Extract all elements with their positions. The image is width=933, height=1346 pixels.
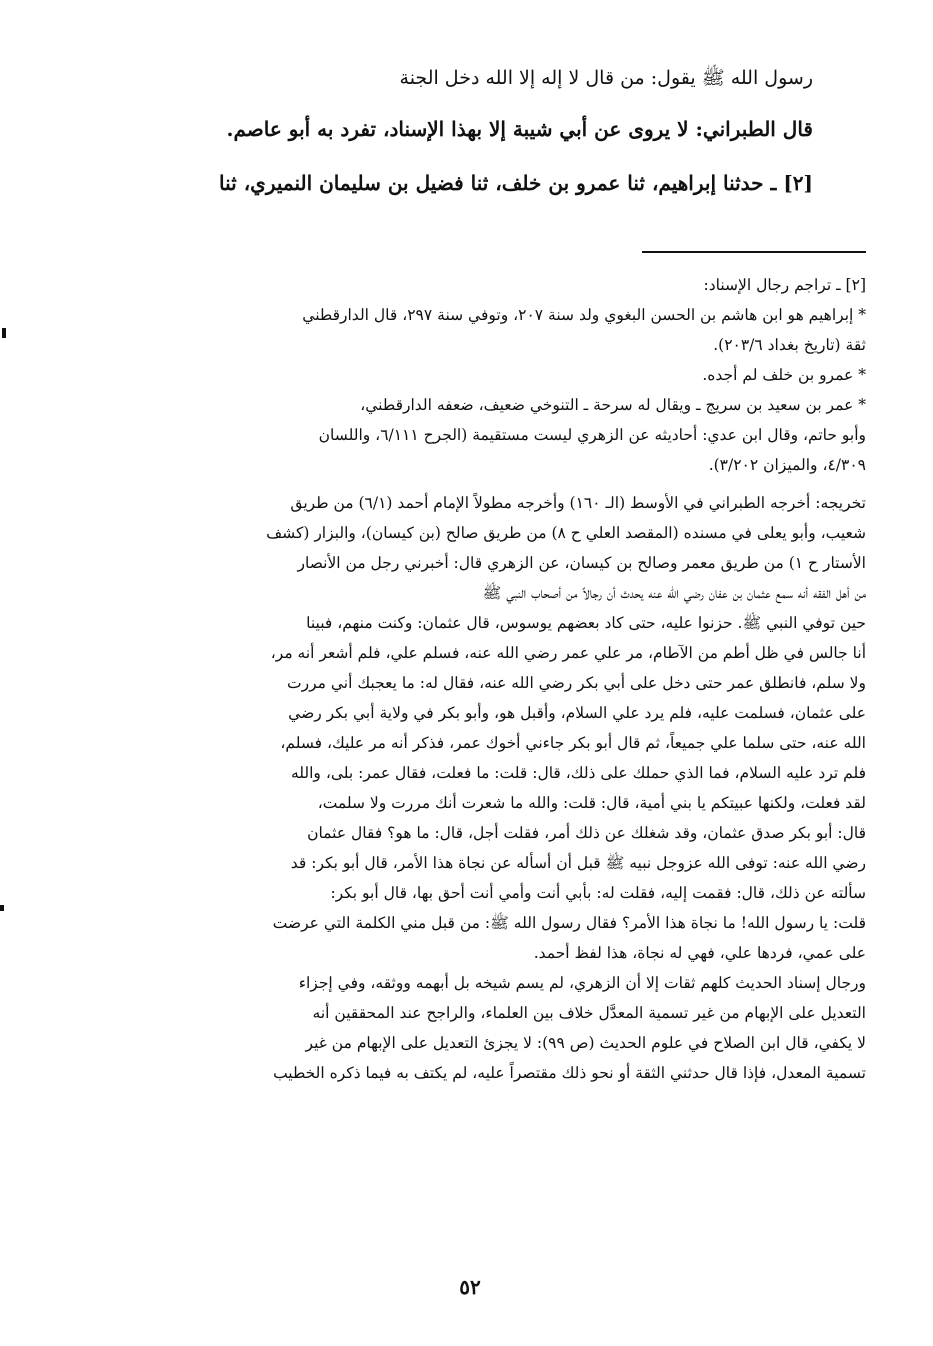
main-text: [60, 54, 813, 210]
takhrij-line: فلم ترد عليه السلام، فما الذي حملك على ذلك، قال: قلت: ما فعلت، فقال عمر: بلى، والله: [290, 764, 866, 782]
takhrij-line: حين توفي النبي ﷺ. حزنوا عليه، حتى كاد بعضهم يوسوس، قال عثمان: وكنت منهم، فبينا: [306, 614, 866, 632]
takhrij-line: لقد فعلت، ولكنها عبيتكم يا بني أمية، قال: قلت: والله ما شعرت أنك مررت ولا سلمت،: [317, 794, 866, 812]
footnotes: [66, 270, 866, 1088]
footnote-separator: [642, 251, 866, 253]
footnote-line: ٤/٣٠٩، والميزان ٣/٢٠٢).: [708, 456, 866, 474]
footnote-line: * إبراهيم هو ابن هاشم بن الحسن البغوي ولد سنة ٢٠٧، وتوفي سنة ٢٩٧، قال الدارقطني: [302, 306, 866, 324]
takhrij-line: الله عنه، حتى سلما علي جميعاً، ثم قال أبو بكر جاءني أخوك عمر، فذكر أنه مر عليك، فسلم،: [280, 734, 866, 752]
footnote-heading: [٢] ـ تراجم رجال الإسناد:: [703, 276, 866, 294]
rijal-line: تسمية المعدل، فإذا قال حدثني الثقة أو نحو ذلك مقتصراً عليه، لم يكتف به فيما ذكره الخطيب: [273, 1064, 866, 1082]
rijal-line: لا يكفي، قال ابن الصلاح في علوم الحديث (ص ٩٩): لا يجزئ التعديل على الإبهام من غير: [305, 1034, 866, 1052]
spacer: [66, 480, 866, 488]
takhrij-line: رضي الله عنه: توفى الله عزوجل نبيه ﷺ قبل أن أسأله عن نجاة هذا الأمر، قال أبو بكر: قد: [290, 854, 866, 872]
main-line: قال الطبراني: لا يروى عن أبي شيبة إلا بهذا الإسناد، تفرد به أبو عاصم.: [226, 117, 813, 141]
footnote-line: * عمر بن سعيد بن سريج ـ ويقال له سرحة ـ التنوخي ضعيف، ضعفه الدارقطني،: [360, 396, 866, 414]
footnote-line: وأبو حاتم، وقال ابن عدي: أحاديثه عن الزهري ليست مستقيمة (الجرح ٦/١١١، واللسان: [318, 426, 866, 444]
takhrij-line: على عمي، فردها علي، فهي له نجاة، هذا لفظ أحمد.: [533, 944, 866, 962]
footnote-line: * عمرو بن خلف لم أجده.: [702, 366, 866, 384]
takhrij-line: شعيب، وأبو يعلى في مسنده (المقصد العلي ح ٨) من طريق صالح (بن كيسان)، والبزار (كشف: [266, 524, 866, 542]
page-number: ٥٢: [459, 1275, 481, 1299]
takhrij-line: تخريجه: أخرجه الطبراني في الأوسط (الـ ١٦٠) وأخرجه مطولاً الإمام أحمد (٦/١) من طريق: [290, 494, 866, 512]
takhrij-line: قلت: يا رسول الله! ما نجاة هذا الأمر؟ فقال رسول الله ﷺ: من قبل مني الكلمة التي عرضت: [272, 914, 866, 932]
takhrij-line: قال: أبو بكر صدق عثمان، وقد شغلك عن ذلك أمر، فقلت أجل، قال: ما هو؟ فقال عثمان: [307, 824, 866, 842]
rijal-line: التعديل على الإبهام من غير تسمية المعدَّل خلاف بين العلماء، والراجح عند المحققين أنه: [312, 1004, 866, 1022]
takhrij-line: على عثمان، فسلمت عليه، فلم يرد علي السلام، وأقبل هو، وأبو بكر في ولاية أبي بكر رضي: [288, 704, 866, 722]
main-line: [٢] ـ حدثنا إبراهيم، ثنا عمرو بن خلف، ثنا فضيل بن سليمان النميري، ثنا: [219, 171, 813, 195]
rijal-line: ورجال إسناد الحديث كلهم ثقات إلا أن الزهري، لم يسم شيخه بل أبهمه ووثقه، وفي إجزاء: [298, 974, 866, 992]
footnote-line: ثقة (تاريخ بغداد ٢٠٣/٦).: [713, 336, 866, 354]
takhrij-line: ولا سلم، فانطلق عمر حتى دخل على أبي بكر رضي الله عنه، فقال له: ما يعجبك أني مررت: [287, 674, 866, 692]
main-line: رسول الله ﷺ يقول: من قال لا إله إلا الله دخل الجنة: [399, 67, 813, 89]
takhrij-line: الأستار ح ١) من طريق معمر وصالح بن كيسان، عن الزهري قال: أخبرني رجل من الأنصار: [297, 554, 866, 572]
margin-mark: [2, 328, 6, 338]
takhrij-line: سألته عن ذلك، قال: فقمت إليه، فقلت له: بأبي أنت وأمي أنت أحق بها، قال أبو بكر:: [330, 884, 866, 902]
takhrij-line: أنا جالس في ظل أطم من الآطام، مر علي عمر رضي الله عنه، فسلم علي، فلم أشعر أنه مر،: [270, 644, 866, 662]
margin-mark: [0, 905, 4, 911]
takhrij-line: من أهل الفقه أنه سمع عثمان بن عفان رضي الله عنه يحدث أن رجالاً من أصحاب النبي ﷺ: [482, 584, 866, 602]
